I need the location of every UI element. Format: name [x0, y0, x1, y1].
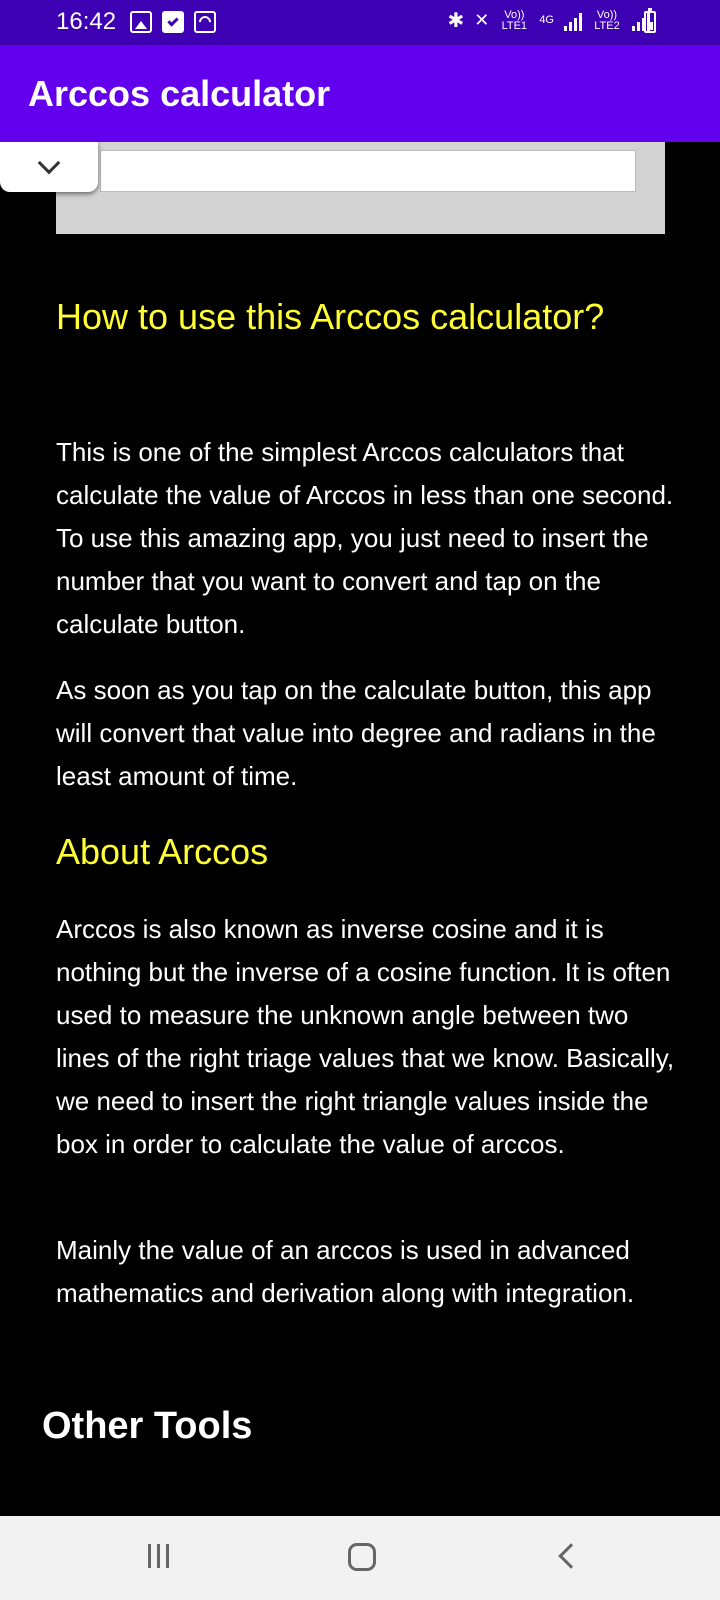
collapse-button[interactable] [0, 142, 98, 192]
status-notification-icons [130, 11, 216, 33]
value-input[interactable] [100, 150, 636, 192]
wifi-call-icon [194, 11, 216, 33]
about-paragraph-1: Arccos is also known as inverse cosine and it is nothing but the inverse of a cosine function. It is often used to measure the unknown angle between two lines of the right triage values that we know. Basically, we need to insert the right triangle values inside the box in order to calculate the value of arccos. [56, 914, 675, 1159]
scroll-content[interactable] [0, 142, 720, 1516]
about-heading: About Arccos [56, 831, 269, 872]
back-icon[interactable] [558, 1543, 583, 1568]
mute-icon: ✕ [474, 10, 490, 30]
chevron-down-icon [38, 152, 61, 175]
recent-apps-icon[interactable] [148, 1544, 169, 1568]
network-type: 4G [539, 14, 554, 26]
how-to-paragraph-1: This is one of the simplest Arccos calculators that calculate the value of Arccos in less than one second. To use this amazing app, you just need to insert the number that you want to convert and tap on the calculate button. [56, 437, 674, 639]
signal-sim1-icon [564, 11, 582, 31]
check-icon [162, 11, 184, 33]
how-to-heading: How to use this Arccos calculator? [56, 296, 605, 337]
status-time: 16:42 [56, 8, 117, 35]
how-to-paragraph-2: As soon as you tap on the calculate button, this app will convert that value into degree and radians in the least amount of time. [56, 675, 656, 791]
status-bar [0, 0, 720, 45]
status-system-icons [447, 8, 650, 33]
other-tools-heading: Other Tools [42, 1405, 253, 1447]
sim1-label: Vo)) LTE1 [501, 8, 528, 32]
app-bar [0, 45, 720, 142]
home-icon[interactable] [348, 1543, 376, 1571]
app-title: Arccos calculator [28, 73, 331, 114]
bluetooth-icon: ✱ [447, 10, 465, 32]
about-paragraph-2: Mainly the value of an arccos is used in advanced mathematics and derivation along with integration. [56, 1235, 635, 1308]
gallery-icon [130, 11, 152, 33]
navigation-bar [0, 1516, 720, 1600]
sim2-label: Vo)) LTE2 [594, 8, 620, 32]
battery-icon [644, 11, 656, 33]
